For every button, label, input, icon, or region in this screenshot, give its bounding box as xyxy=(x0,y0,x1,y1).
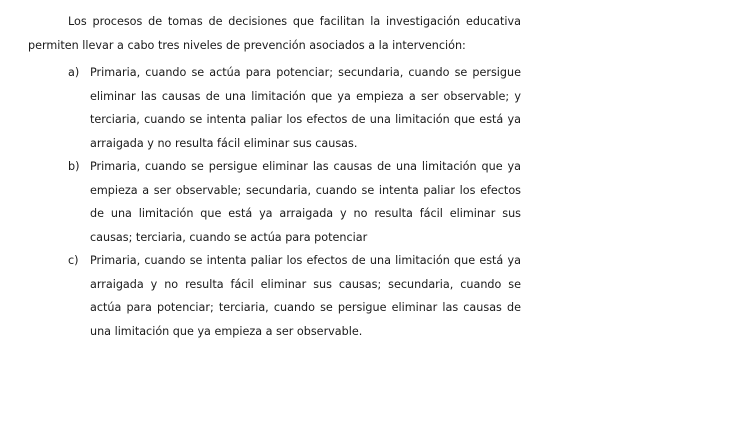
option-marker-c: c) xyxy=(68,254,79,267)
answer-option-c xyxy=(68,249,521,343)
option-text-a: Primaria, cuando se actúa para potenciar; secundaria, cuando se persigue eliminar las causas de una limitación que ya empieza a ser observable; y terciaria, cuando se intenta paliar los efectos de una limitación que está ya arraigada y no resulta fácil eliminar sus causas. xyxy=(90,66,521,150)
question-intro: Los procesos de tomas de decisiones que facilitan la investigación educativa permiten llevar a cabo tres niveles de prevención asociados a la intervención: xyxy=(28,15,521,52)
answer-options-list xyxy=(68,61,521,343)
option-text-b: Primaria, cuando se persigue eliminar las causas de una limitación que ya empieza a ser observable; secundaria, cuando se intenta paliar los efectos de una limitación que está ya arraigada y no resulta fácil eliminar sus causas; terciaria, cuando se actúa para potenciar xyxy=(90,160,521,244)
answer-option-a xyxy=(68,61,521,155)
option-marker-a: a) xyxy=(68,66,80,79)
option-marker-b: b) xyxy=(68,160,80,173)
option-text-c: Primaria, cuando se intenta paliar los efectos de una limitación que está ya arraigada y no resulta fácil eliminar sus causas; secundaria, cuando se actúa para potenciar; terciaria, cuando se persigue eliminar las causas de una limitación que ya empieza a ser observable. xyxy=(90,254,521,338)
answer-option-b xyxy=(68,155,521,249)
